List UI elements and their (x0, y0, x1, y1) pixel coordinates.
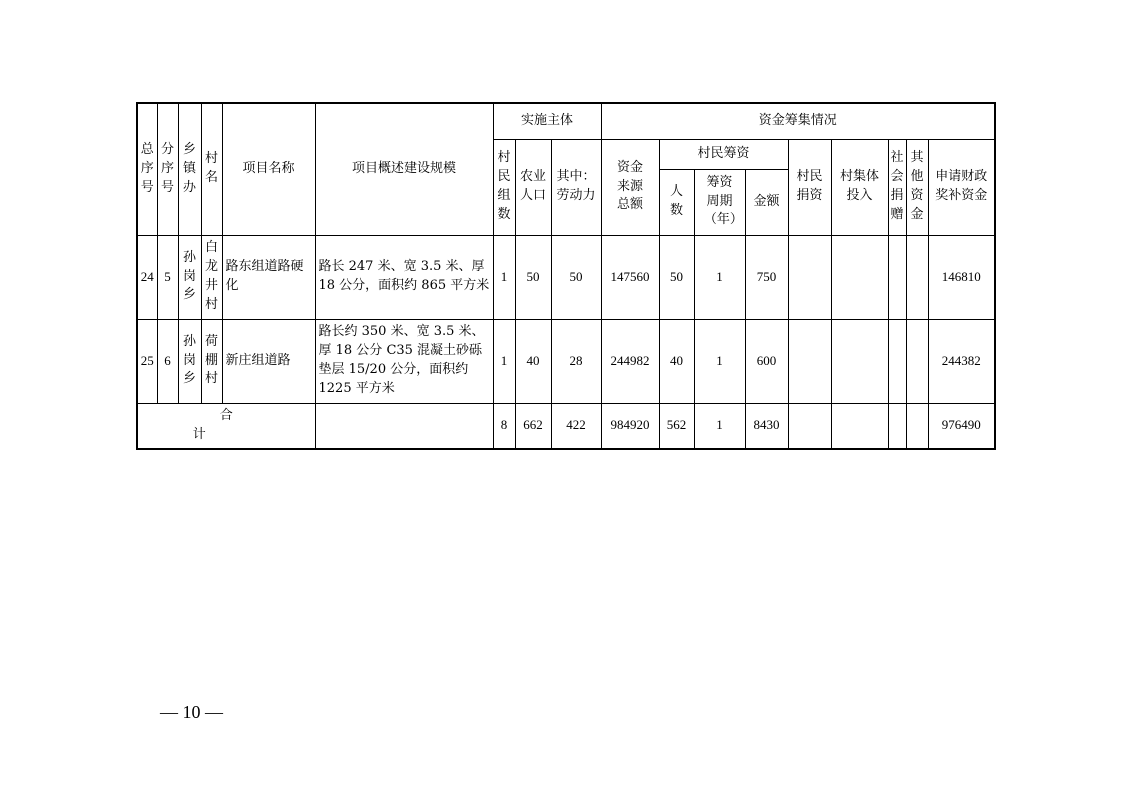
cell-description: 路长约 350 米、宽 3.5 米、厚 18 公分 C35 混凝土砂砾垫层 15/20 公分，面积约 1225 平方米 (315, 319, 493, 403)
cell-agri-pop: 50 (515, 235, 551, 319)
header-row-1 (137, 103, 995, 139)
header-villager-groups: 村民组数 (493, 139, 515, 235)
cell-sub-seq: 6 (157, 319, 178, 403)
total-period: 1 (694, 403, 745, 449)
cell-township: 孙岗乡 (178, 319, 201, 403)
total-subsidy: 976490 (928, 403, 995, 449)
table-row (137, 319, 995, 403)
cell-villager-groups: 1 (493, 319, 515, 403)
total-label: 合计 (137, 403, 315, 449)
header-impl-group: 实施主体 (493, 103, 601, 139)
cell-collective-invest (831, 235, 888, 319)
total-collective-invest (831, 403, 888, 449)
cell-period: 1 (694, 235, 745, 319)
total-people: 562 (659, 403, 694, 449)
cell-villager-groups: 1 (493, 235, 515, 319)
total-villager-groups: 8 (493, 403, 515, 449)
cell-other-funds (906, 235, 928, 319)
cell-village: 白龙井村 (201, 235, 222, 319)
cell-period: 1 (694, 319, 745, 403)
header-amount: 金额 (745, 169, 788, 235)
total-total-funds: 984920 (601, 403, 659, 449)
header-project-name: 项目名称 (222, 103, 315, 235)
header-villager-donation: 村民捐资 (788, 139, 831, 235)
cell-sub-seq: 5 (157, 235, 178, 319)
cell-description: 路长 247 米、宽 3.5 米、厚 18 公分，面积约 865 平方米 (315, 235, 493, 319)
cell-social-donation (888, 235, 906, 319)
cell-people: 40 (659, 319, 694, 403)
cell-villager-donation (788, 319, 831, 403)
cell-village: 荷棚村 (201, 319, 222, 403)
cell-other-funds (906, 319, 928, 403)
total-agri-pop: 662 (515, 403, 551, 449)
header-sub-seq: 分序号 (157, 103, 178, 235)
total-labor: 422 (551, 403, 601, 449)
cell-subsidy: 146810 (928, 235, 995, 319)
cell-villager-donation (788, 235, 831, 319)
header-total-funds: 资金来源总额 (601, 139, 659, 235)
cell-labor: 28 (551, 319, 601, 403)
header-total-seq: 总序号 (137, 103, 157, 235)
total-row (137, 403, 995, 449)
total-amount: 8430 (745, 403, 788, 449)
cell-total-funds: 244982 (601, 319, 659, 403)
cell-amount: 750 (745, 235, 788, 319)
header-period: 筹资周期（年） (694, 169, 745, 235)
header-agri-pop: 农业人口 (515, 139, 551, 235)
total-villager-donation (788, 403, 831, 449)
total-other-funds (906, 403, 928, 449)
cell-subsidy: 244382 (928, 319, 995, 403)
page-number: — 10 — (160, 702, 223, 722)
cell-project-name: 路东组道路硬化 (222, 235, 315, 319)
cell-agri-pop: 40 (515, 319, 551, 403)
header-township: 乡镇办 (178, 103, 201, 235)
header-funding-group: 资金筹集情况 (601, 103, 995, 139)
cell-collective-invest (831, 319, 888, 403)
header-description: 项目概述建设规模 (315, 103, 493, 235)
cell-total-funds: 147560 (601, 235, 659, 319)
cell-people: 50 (659, 235, 694, 319)
header-people: 人数 (659, 169, 694, 235)
total-description (315, 403, 493, 449)
cell-labor: 50 (551, 235, 601, 319)
cell-total-seq: 25 (137, 319, 157, 403)
header-labor: 其中：劳动力 (551, 139, 601, 235)
cell-project-name: 新庄组道路 (222, 319, 315, 403)
header-social-donation: 社会捐赠 (888, 139, 906, 235)
header-subsidy: 申请财政奖补资金 (928, 139, 995, 235)
table-row (137, 235, 995, 319)
funding-table (136, 102, 996, 450)
total-social-donation (888, 403, 906, 449)
header-other-funds: 其他资金 (906, 139, 928, 235)
header-villager-raise-group: 村民筹资 (659, 139, 788, 169)
header-village: 村名 (201, 103, 222, 235)
cell-township: 孙岗乡 (178, 235, 201, 319)
cell-social-donation (888, 319, 906, 403)
cell-amount: 600 (745, 319, 788, 403)
cell-total-seq: 24 (137, 235, 157, 319)
header-collective-invest: 村集体投入 (831, 139, 888, 235)
